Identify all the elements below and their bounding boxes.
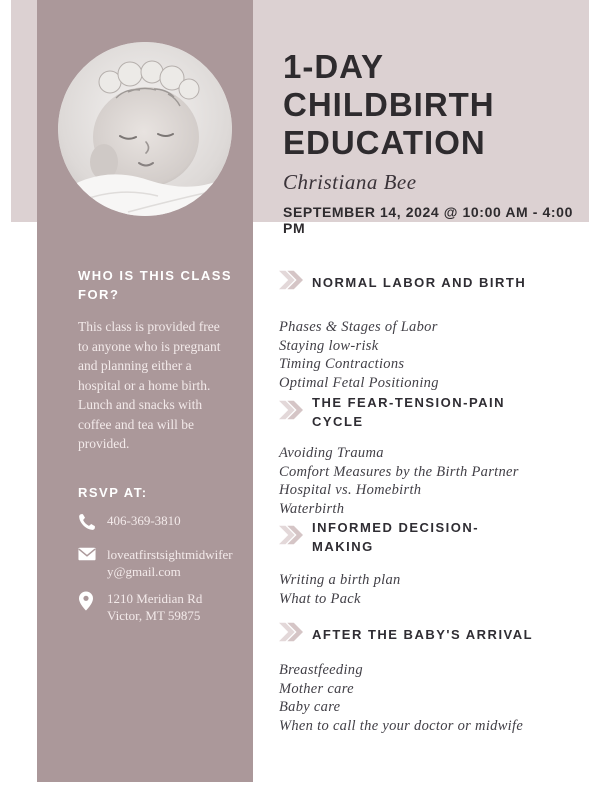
section-heading: NORMAL LABOR AND BIRTH [312, 275, 527, 290]
address-text [107, 590, 237, 624]
phone-row [78, 512, 240, 536]
topic-section-fear-tension-pain [279, 393, 584, 518]
rsvp-heading: RSVP AT: [78, 485, 148, 500]
topic-list [279, 318, 584, 392]
topic-item: Timing Contractions [279, 356, 405, 372]
topic-item: What to Pack [279, 590, 361, 607]
section-heading-row [279, 518, 584, 556]
topic-item: Phases & Stages of Labor [279, 319, 438, 335]
email-icon [78, 547, 96, 566]
topic-list [279, 571, 584, 608]
about-heading: WHO IS THIS CLASS FOR? [78, 268, 233, 302]
topic-list [279, 444, 584, 518]
double-chevron-icon [279, 622, 303, 647]
topic-item: Writing a birth plan [279, 572, 401, 588]
section-heading: AFTER THE BABY'S ARRIVAL [312, 627, 534, 642]
topic-list [279, 661, 584, 735]
topic-item: Staying low-risk [279, 337, 379, 354]
double-chevron-icon [279, 400, 303, 425]
topic-item: Baby care [279, 699, 341, 715]
section-heading-row [279, 393, 584, 431]
rsvp-section [78, 483, 240, 624]
topic-item: Hospital vs. Homebirth [279, 482, 422, 498]
double-chevron-icon [279, 525, 303, 550]
email-row [78, 546, 240, 580]
section-heading-row [279, 622, 584, 647]
page-title: 1-DAY CHILDBIRTH EDUCATION [283, 48, 495, 161]
baby-photo [58, 42, 232, 216]
section-heading: INFORMED DECISION-MAKING [312, 520, 480, 554]
topic-item: Mother care [279, 680, 354, 697]
section-heading-row [279, 270, 584, 295]
topic-section-after-arrival [279, 622, 584, 735]
phone-icon [78, 513, 96, 536]
about-section [78, 266, 234, 454]
phone-number: 406-369-3810 [107, 513, 181, 528]
event-datetime: SEPTEMBER 14, 2024 @ 10:00 AM - 4:00 PM [283, 204, 573, 236]
double-chevron-icon [279, 270, 303, 295]
topic-item: Waterbirth [279, 500, 345, 517]
email-address: loveatfirstsightmidwifery@gmail.com [107, 547, 233, 579]
address-row [78, 590, 240, 624]
topic-section-informed-decision [279, 518, 584, 608]
address-line-1: 1210 Meridian Rd [107, 591, 203, 606]
topic-item: Breastfeeding [279, 662, 363, 678]
topic-item: Optimal Fetal Positioning [279, 374, 439, 391]
topic-item: Comfort Measures by the Birth Partner [279, 463, 519, 480]
baby-photo-illustration [58, 42, 232, 216]
header-text-block [283, 48, 583, 236]
topic-item: Avoiding Trauma [279, 445, 384, 461]
section-heading: THE FEAR-TENSION-PAIN CYCLE [312, 395, 506, 429]
address-line-2: Victor, MT 59875 [107, 608, 201, 623]
presenter-name: Christiana Bee [283, 170, 417, 194]
about-text: This class is provided free to anyone who is pregnant and planning either a hospital or a home birth. Lunch and snacks with coffee and tea will be provided. [78, 319, 221, 451]
topic-item: When to call the your doctor or midwife [279, 717, 524, 734]
topic-section-normal-labor [279, 270, 584, 392]
location-pin-icon [78, 591, 96, 616]
